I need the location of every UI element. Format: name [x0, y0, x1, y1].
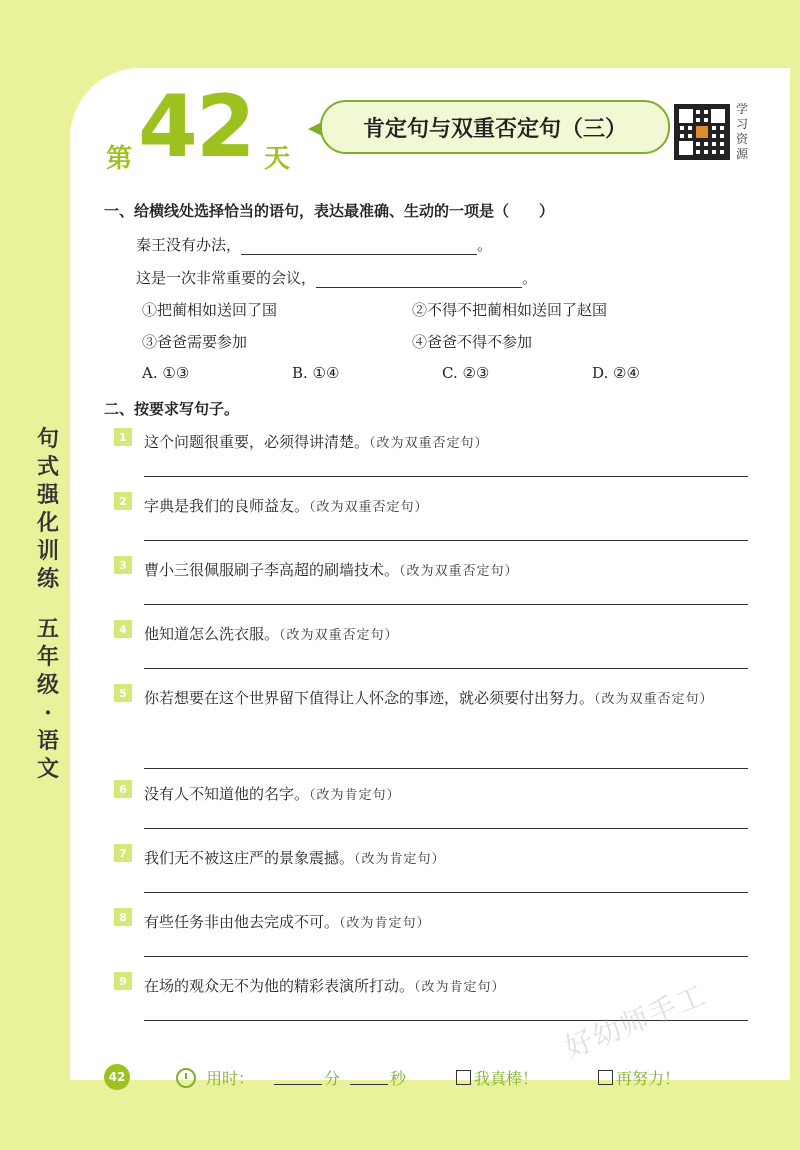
- section-1-title: 一、给横线处选择恰当的语句，表达最准确、生动的一项是（ ）: [104, 202, 555, 220]
- fill-sentence-2: 这是一次非常重要的会议， 。: [136, 269, 538, 287]
- fill-blank-1[interactable]: [241, 236, 477, 255]
- seconds-blank[interactable]: [350, 1084, 388, 1085]
- time-label: 用时：: [206, 1069, 255, 1088]
- sidebar-char: 式: [36, 454, 59, 480]
- seconds-label: 秒: [390, 1069, 407, 1088]
- question-2: 2 字典是我们的良师益友。（改为双重否定句）: [104, 492, 764, 552]
- sidebar-char: 级: [36, 672, 59, 698]
- question-5: 5 你若想要在这个世界留下值得让人怀念的事迹，就必须要付出努力。（改为双重否定句）: [104, 684, 764, 780]
- answer-line[interactable]: [144, 668, 748, 669]
- option-item: ④爸爸不得不参加: [412, 333, 533, 351]
- question-number: 5: [114, 684, 132, 702]
- answer-line[interactable]: [144, 956, 748, 957]
- sidebar-char: ·: [44, 700, 52, 726]
- choice-a[interactable]: A. ①③: [142, 364, 190, 382]
- question-number: 7: [114, 844, 132, 862]
- sidebar-label: [32, 425, 64, 783]
- question-7: 7 我们无不被这庄严的景象震撼。（改为肯定句）: [104, 844, 764, 904]
- options-row-1: [142, 299, 682, 320]
- sidebar-char: 练: [36, 566, 59, 592]
- try-checkbox[interactable]: [598, 1070, 613, 1085]
- good-checkbox[interactable]: [456, 1070, 471, 1085]
- sidebar-char: 五: [36, 616, 59, 642]
- question-8: 8 有些任务非由他去完成不可。（改为肯定句）: [104, 908, 764, 968]
- question-number: 3: [114, 556, 132, 574]
- answer-line[interactable]: [144, 828, 748, 829]
- option-item: ①把蔺相如送回了国: [142, 301, 278, 319]
- day-prefix: 第: [106, 144, 133, 174]
- answer-line[interactable]: [144, 768, 748, 769]
- options-row-2: [142, 331, 682, 352]
- day-suffix: 天: [264, 144, 291, 174]
- minutes-label: 分: [324, 1069, 341, 1088]
- qr-label: 学 习 资 源: [736, 102, 749, 161]
- sidebar-char: 文: [36, 756, 59, 782]
- question-9: 9 在场的观众无不为他的精彩表演所打动。（改为肯定句）: [104, 972, 764, 1032]
- question-1: 1 这个问题很重要，必须得讲清楚。（改为双重否定句）: [104, 428, 764, 488]
- choice-d[interactable]: D. ②④: [592, 364, 640, 382]
- sidebar-char: 训: [36, 538, 59, 564]
- day-number: 42: [138, 77, 254, 177]
- question-3: 3 曹小三很佩服刷子李高超的刷墙技术。（改为双重否定句）: [104, 556, 764, 616]
- question-number: 6: [114, 780, 132, 798]
- question-6: 6 没有人不知道他的名字。（改为肯定句）: [104, 780, 764, 840]
- question-number: 1: [114, 428, 132, 446]
- page-footer: [104, 1064, 764, 1094]
- fill-sentence-1: 秦王没有办法， 。: [136, 236, 493, 254]
- minutes-blank[interactable]: [274, 1084, 322, 1085]
- alarm-clock-icon: [176, 1068, 196, 1088]
- sidebar-char: 年: [36, 644, 59, 670]
- page-header: [106, 77, 786, 177]
- question-number: 4: [114, 620, 132, 638]
- question-4: 4 他知道怎么洗衣服。（改为双重否定句）: [104, 620, 764, 680]
- answer-line[interactable]: [144, 476, 748, 477]
- page-title-text: 肯定句与双重否定句（三）: [362, 115, 627, 142]
- option-item: ②不得不把蔺相如送回了赵国: [412, 301, 608, 319]
- answer-line[interactable]: [144, 540, 748, 541]
- question-number: 2: [114, 492, 132, 510]
- sidebar-char: 化: [36, 510, 59, 536]
- fill-blank-2[interactable]: [316, 269, 522, 288]
- page-title: [320, 100, 670, 154]
- choice-row: [142, 364, 742, 382]
- good-label: 我真棒！: [474, 1069, 539, 1088]
- sidebar-char: 强: [36, 482, 59, 508]
- section-2-title: 二、按要求写句子。: [104, 400, 240, 418]
- qr-code-icon[interactable]: [674, 104, 730, 160]
- watermark: 好幼师手工: [559, 977, 712, 1065]
- answer-line[interactable]: [144, 892, 748, 893]
- question-number: 8: [114, 908, 132, 926]
- option-item: ③爸爸需要参加: [142, 333, 248, 351]
- sidebar-char: 语: [36, 728, 59, 754]
- sidebar-char: 句: [36, 426, 59, 452]
- question-number: 9: [114, 972, 132, 990]
- choice-c[interactable]: C. ②③: [442, 364, 490, 382]
- page-number: 42: [104, 1064, 130, 1090]
- answer-line[interactable]: [144, 604, 748, 605]
- choice-b[interactable]: B. ①④: [292, 364, 340, 382]
- try-label: 再努力！: [616, 1069, 681, 1088]
